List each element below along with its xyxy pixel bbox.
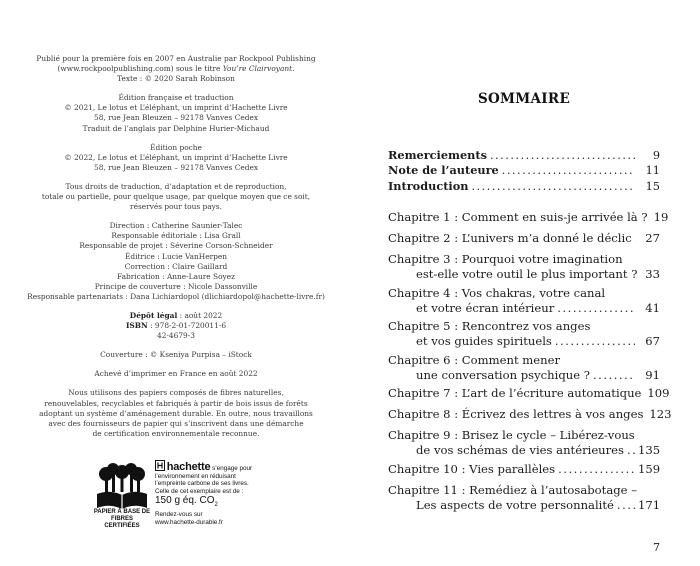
toc-entry-title: Chapitre 10 : Vies parallèles <box>388 462 556 476</box>
toc-entry-title: Chapitre 9 : Brisez le cycle – Libérez-vous <box>388 428 635 442</box>
toc-entry-title: Note de l’auteure <box>388 163 499 177</box>
toc-entry <box>388 231 660 246</box>
edition-line: Édition française et traduction <box>118 93 234 103</box>
pub-line: Publié pour la première fois en 2007 en Australie par Rockpool Publishing <box>36 54 316 63</box>
credit-line: Fabrication : Anne-Laure Soyez <box>117 271 235 281</box>
toc-page-number: 91 <box>645 368 660 382</box>
toc-entry-title: Introduction <box>388 179 469 193</box>
cover-line: Couverture : © Kseniya Purpisa – iStock <box>100 350 252 360</box>
leader-dots <box>490 148 635 163</box>
edition-line: 58, rue Jean Bleuzen – 92178 Vanves Cedex <box>94 162 258 172</box>
certified-paper-logo <box>93 460 151 530</box>
printed-line: Achevé d’imprimer en France en août 2022 <box>94 369 258 379</box>
hachette-brand: hachette <box>166 461 211 473</box>
credit-line: Direction : Catherine Saunier-Talec <box>109 221 243 231</box>
copyright-page <box>18 54 334 448</box>
rights-notice <box>18 182 334 212</box>
toc-entry <box>388 163 660 178</box>
fibres-label: PAPIER À BASE DE FIBRES CERTIFIÉES <box>93 509 151 529</box>
page-number: 7 <box>653 541 660 554</box>
eco-visit: Rendez-vous sur <box>155 511 203 519</box>
paper-line: Nous utilisons des papiers composés de fibres naturelles, <box>68 388 284 398</box>
toc-entry-title-cont: Les aspects de votre personnalité <box>416 498 614 512</box>
leader-dots <box>471 179 635 194</box>
toc-page-number: 9 <box>652 149 660 162</box>
toc-entry <box>388 386 670 401</box>
edition-line: © 2022, Le lotus et L’éléphant, un imprint d’Hachette Livre <box>64 152 288 162</box>
toc-entry <box>388 286 660 316</box>
leader-dots <box>617 498 635 513</box>
toc-entry-title-cont: et vos guides spirituels <box>416 334 552 348</box>
toc-entry-title-cont: est-elle votre outil le plus important ? <box>416 267 638 281</box>
credit-line: Responsable partenariats : Dana Lichiardopol (dlichiardopol@hachette-livre.fr) <box>27 291 325 301</box>
eco-label <box>93 460 253 530</box>
toc-entry-title: Chapitre 11 : Remédiez à l’autosabotage – <box>388 483 637 497</box>
hachette-eco-text <box>155 460 255 527</box>
leader-dots <box>558 462 635 477</box>
toc-entry-title: Chapitre 8 : Écrivez des lettres à vos anges <box>388 407 644 421</box>
pub-line: Texte : © 2020 Sarah Robinson <box>117 74 235 84</box>
rights-line: réservés pour tous pays. <box>130 202 222 212</box>
paper-line: adoptant un système d’aménagement durable. En outre, nous travaillons <box>39 408 313 418</box>
toc-entry <box>388 148 660 163</box>
toc-entry <box>388 353 660 383</box>
depot-line: Dépôt légal : août 2022 <box>129 310 223 320</box>
printing-info <box>18 369 334 379</box>
edition-line: Traduit de l’anglais par Delphine Hurier-Michaud <box>82 123 270 133</box>
toc-page-number: 33 <box>645 267 660 281</box>
toc-page-number: 109 <box>647 386 670 400</box>
leader-dots <box>555 334 635 349</box>
toc-page-number: 15 <box>645 180 660 193</box>
toc-page-number: 135 <box>638 443 661 457</box>
toc-entry-title: Remerciements <box>388 148 487 162</box>
toc-entry-title: Chapitre 5 : Rencontrez vos anges <box>388 319 591 333</box>
toc-entry-title: Chapitre 3 : Pourquoi votre imagination <box>388 252 623 266</box>
leader-dots <box>502 163 635 178</box>
isbn-code: 42-4679-3 <box>157 331 195 341</box>
eco-line: l’environnement en réduisant <box>155 472 236 480</box>
toc-page-number: 123 <box>649 407 672 421</box>
toc-page-number: 11 <box>645 164 660 177</box>
toc-entry-title: Chapitre 2 : L’univers m’a donné le déclic <box>388 231 632 245</box>
toc-title: SOMMAIRE <box>477 91 571 107</box>
pub-line: (www.rockpoolpublishing.com) sous le titre You’re Clairvoyant. <box>57 64 295 74</box>
toc-entry <box>388 252 660 282</box>
toc-entry-title-cont: de vos schémas de vies antérieures <box>416 443 624 457</box>
edition-line: © 2021, Le lotus et L’éléphant, un imprint d’Hachette Livre <box>64 103 288 113</box>
toc-entry-title-cont: et votre écran intérieur <box>416 301 555 315</box>
toc-page-number: 27 <box>645 231 660 245</box>
eco-site: www.hachette-durable.fr <box>155 518 223 526</box>
toc-entry <box>388 319 660 349</box>
toc-page-number: 19 <box>653 210 669 224</box>
toc-entry-title: Chapitre 7 : L’art de l’écriture automatique <box>388 386 642 400</box>
toc-entry <box>388 462 660 477</box>
toc-entry <box>388 483 660 513</box>
publication-info <box>18 54 334 84</box>
leader-dots <box>627 443 635 458</box>
credit-line: Éditrice : Lucie VanHerpen <box>125 251 227 261</box>
credit-line: Correction : Claire Gaillard <box>124 261 228 271</box>
edition-line: Édition poche <box>150 142 202 152</box>
paper-notice <box>18 388 334 438</box>
pocket-edition-info <box>18 143 334 173</box>
eco-line: l’empreinte carbone de ses livres. <box>155 480 249 488</box>
french-edition-info <box>18 93 334 133</box>
rights-line: totale ou partielle, pour quelque usage, par quelque moyen que ce soit, <box>41 192 311 202</box>
legal-deposit <box>18 311 334 341</box>
paper-line: renouvelables, recyclables et fabriqués à partir de bois issus de forêts <box>44 398 308 408</box>
toc-entry-title: Chapitre 1 : Comment en suis-je arrivée là ? <box>388 210 648 224</box>
isbn-line: ISBN : 978-2-01-720011-6 <box>125 321 227 331</box>
hachette-h-icon <box>155 460 165 471</box>
toc-page-number: 41 <box>645 301 660 315</box>
credit-line: Principe de couverture : Nicole Dassonville <box>94 281 258 291</box>
leader-dots <box>557 301 635 316</box>
credit-line: Responsable éditoriale : Lisa Grall <box>111 231 241 241</box>
rights-line: Tous droits de traduction, d’adaptation et de reproduction, <box>65 181 287 191</box>
trees-book-icon <box>93 460 151 512</box>
toc-page-number: 159 <box>638 462 661 476</box>
toc-page-number: 171 <box>638 498 661 512</box>
paper-line: avec des fournisseurs de papier qui s’inscrivent dans une démarche <box>48 418 304 428</box>
carbon-amount: 150 g éq. $CO_2$ <box>155 495 218 509</box>
eco-line: s’engage pour <box>212 465 253 472</box>
credit-line: Responsable de projet : Séverine Corson-Schneider <box>79 241 273 251</box>
cover-credit <box>18 350 334 360</box>
toc-entry-title: Chapitre 4 : Vos chakras, votre canal <box>388 286 606 300</box>
leader-dots <box>593 368 635 383</box>
toc-entry <box>388 179 660 194</box>
toc-entry-title-cont: une conversation psychique ? <box>416 368 590 382</box>
eco-line: Celle de cet exemplaire est de : <box>155 487 244 495</box>
toc-entry <box>388 428 660 458</box>
toc-entry-title: Chapitre 6 : Comment mener <box>388 353 561 367</box>
toc-entry <box>388 210 669 225</box>
toc-page-number: 67 <box>645 334 660 348</box>
credits-list <box>18 221 334 302</box>
paper-line: de certification environnementale reconnue. <box>92 428 260 438</box>
hachette-line <box>155 460 255 473</box>
edition-line: 58, rue Jean Bleuzen – 92178 Vanves Cedex <box>94 113 258 123</box>
toc-entry <box>388 407 672 422</box>
